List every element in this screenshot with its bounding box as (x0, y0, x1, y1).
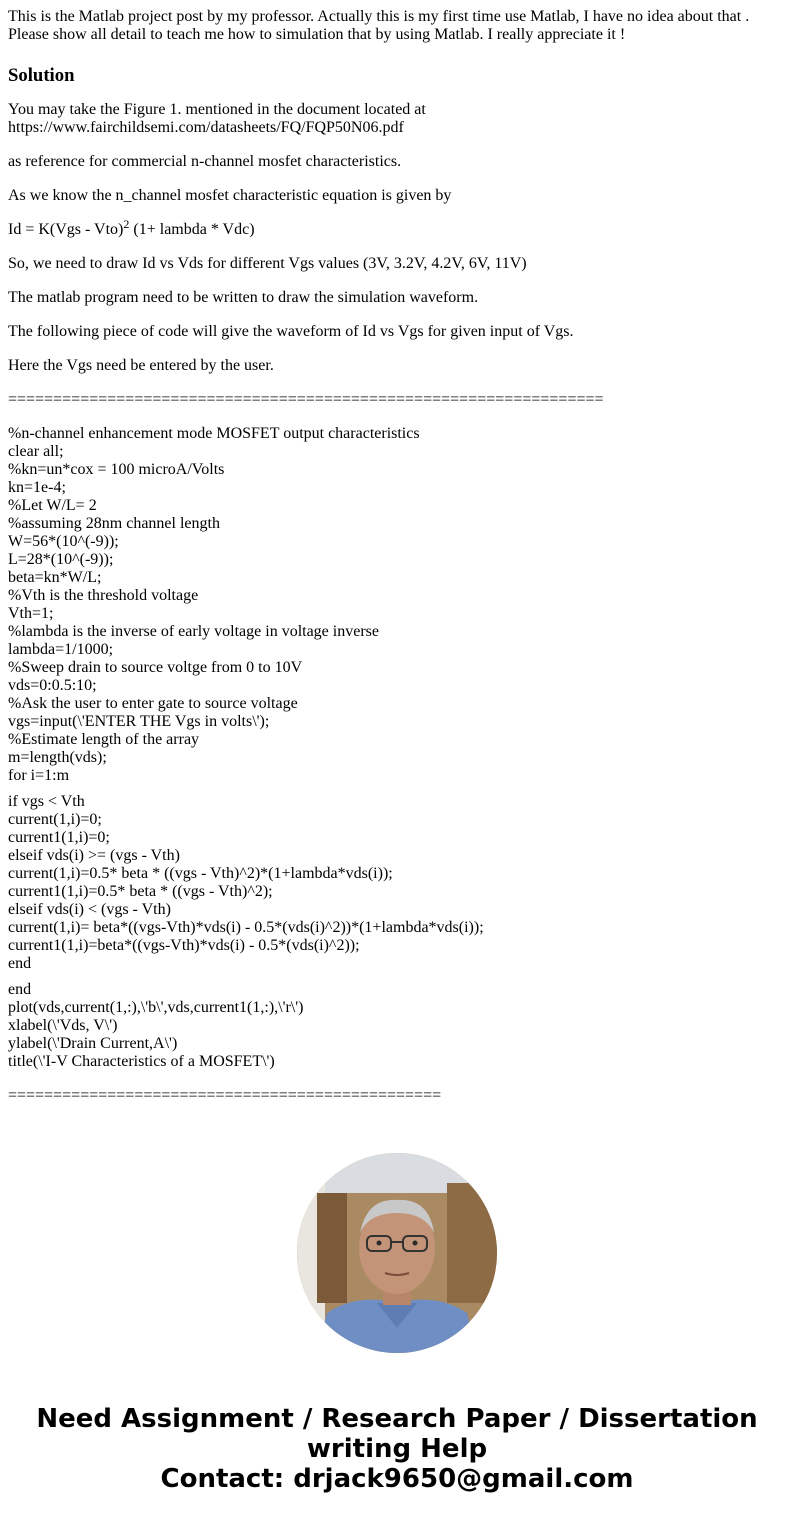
code-line: ylabel(\'Drain Current,A\') (8, 1035, 178, 1052)
solution-heading: Solution (8, 65, 75, 86)
matlab-program-paragraph: The matlab program need to be written to draw the simulation waveform. (8, 289, 479, 306)
code-line: current1(1,i)=0.5* beta * ((vgs - Vth)^2); (8, 883, 273, 900)
code-line: m=length(vds); (8, 749, 107, 766)
footer-advertisement (0, 1404, 794, 1494)
code-line: beta=kn*W/L; (8, 569, 102, 586)
code-line: title(\'I-V Characteristics of a MOSFET\') (8, 1053, 275, 1070)
document-body (8, 8, 788, 1105)
vgs-values-paragraph: So, we need to draw Id vs Vds for different Vgs values (3V, 3.2V, 4.2V, 6V, 11V) (8, 255, 527, 272)
separator-bottom: ================================================ (8, 1087, 442, 1104)
code-line: xlabel(\'Vds, V\') (8, 1017, 118, 1034)
question-text: This is the Matlab project post by my professor. Actually this is my first time use Matlab, I have no idea about that . Please show all detail to teach me how to simulation that by using Matlab. I really appreciate it ! (8, 8, 750, 43)
reference-paragraph (8, 101, 788, 137)
equation-prefix: Id = K(Vgs - Vto) (8, 221, 124, 238)
code-line: current(1,i)= beta*((vgs-Vth)*vds(i) - 0.5*(vds(i)^2))*(1+lambda*vds(i)); (8, 919, 484, 936)
code-part-loop-body (8, 793, 788, 973)
code-line: plot(vds,current(1,:),\'b\',vds,current1(1,:),\'r\') (8, 999, 304, 1016)
footer-contact: Contact: drjack9650@gmail.com (160, 1464, 634, 1494)
code-line: %Vth is the threshold voltage (8, 587, 199, 604)
datasheet-link-text: https://www.fairchildsemi.com/datasheets/FQ/FQP50N06.pdf (8, 119, 404, 136)
user-input-paragraph: Here the Vgs need be entered by the user. (8, 357, 274, 374)
waveform-paragraph: The following piece of code will give the waveform of Id vs Vgs for given input of Vgs. (8, 323, 574, 340)
author-photo (297, 1153, 497, 1353)
matlab-code (8, 425, 788, 1071)
author-avatar (297, 1153, 497, 1353)
code-line: %lambda is the inverse of early voltage in voltage inverse (8, 623, 379, 640)
code-line: Vth=1; (8, 605, 54, 622)
drain-current-equation (8, 217, 788, 239)
separator-top: ================================================================== (8, 391, 604, 408)
code-line: current(1,i)=0; (8, 811, 102, 828)
reference-note: as reference for commercial n-channel mosfet characteristics. (8, 153, 402, 170)
code-line: if vgs < Vth (8, 793, 85, 810)
code-line: %Let W/L= 2 (8, 497, 97, 514)
reference-intro: You may take the Figure 1. mentioned in the document located at (8, 101, 426, 118)
equation-intro: As we know the n_channel mosfet characteristic equation is given by (8, 187, 452, 204)
code-line: %Ask the user to enter gate to source voltage (8, 695, 298, 712)
code-line: lambda=1/1000; (8, 641, 114, 658)
code-line: %Sweep drain to source voltge from 0 to 10V (8, 659, 303, 676)
equation-suffix: (1+ lambda * Vdc) (129, 221, 255, 238)
code-line: L=28*(10^(-9)); (8, 551, 114, 568)
code-line: W=56*(10^(-9)); (8, 533, 119, 550)
code-line: %assuming 28nm channel length (8, 515, 220, 532)
code-line: vds=0:0.5:10; (8, 677, 97, 694)
code-line: elseif vds(i) >= (vgs - Vth) (8, 847, 180, 864)
code-line: current1(1,i)=beta*((vgs-Vth)*vds(i) - 0.5*(vds(i)^2)); (8, 937, 360, 954)
code-line: end (8, 981, 32, 998)
code-line: vgs=input(\'ENTER THE Vgs in volts\'); (8, 713, 270, 730)
code-line: for i=1:m (8, 767, 70, 784)
code-line: elseif vds(i) < (vgs - Vth) (8, 901, 171, 918)
code-line: %n-channel enhancement mode MOSFET output characteristics (8, 425, 420, 442)
code-line: end (8, 955, 32, 972)
code-line: %kn=un*cox = 100 microA/Volts (8, 461, 225, 478)
code-part-plot (8, 981, 788, 1071)
code-line: %Estimate length of the array (8, 731, 200, 748)
code-part-setup (8, 425, 788, 785)
footer-line-2: writing Help (306, 1434, 488, 1464)
equation-exponent: 2 (123, 217, 130, 231)
code-line: current1(1,i)=0; (8, 829, 110, 846)
footer-line-1: Need Assignment / Research Paper / Dissertation (36, 1404, 758, 1434)
code-line: clear all; (8, 443, 64, 460)
code-line: current(1,i)=0.5* beta * ((vgs - Vth)^2)*(1+lambda*vds(i)); (8, 865, 393, 882)
code-line: kn=1e-4; (8, 479, 66, 496)
